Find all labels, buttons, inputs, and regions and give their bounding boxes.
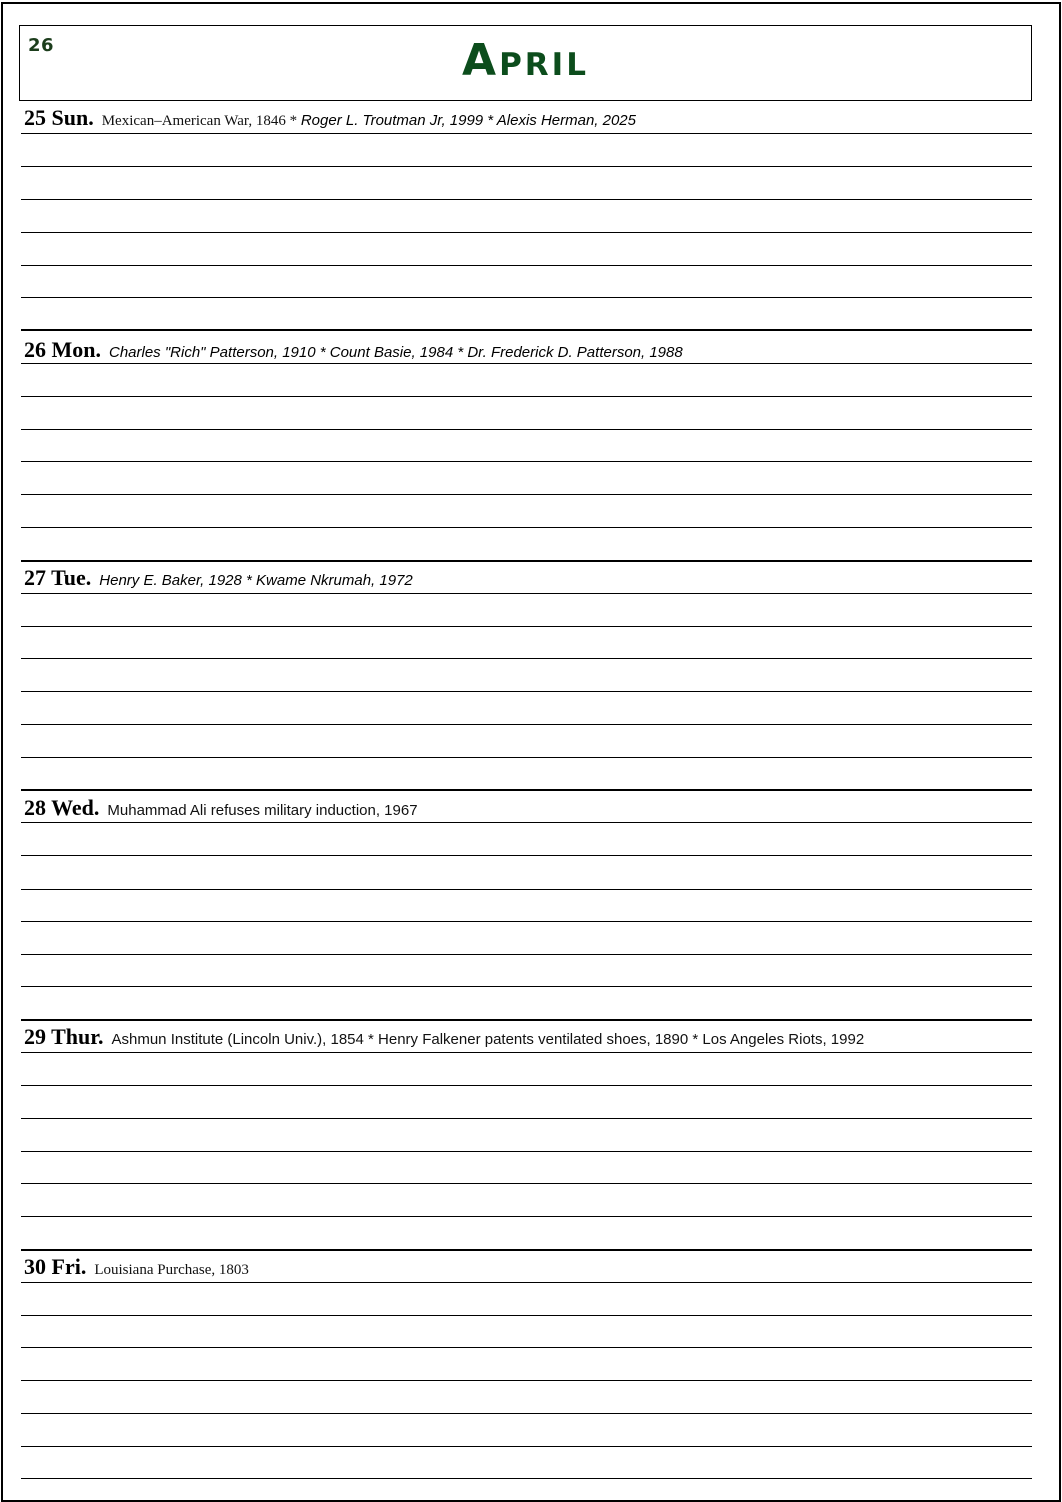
day-section-27 <box>21 562 1032 790</box>
day-events-italic: Roger L. Troutman Jr, 1999 * Alexis Herman, 2025 <box>300 112 636 129</box>
writing-line[interactable] <box>21 461 1032 462</box>
day-events: Louisiana Purchase, 1803 <box>94 1262 249 1278</box>
day-section-25 <box>21 100 1032 330</box>
writing-line[interactable] <box>21 1085 1032 1086</box>
writing-line[interactable] <box>21 1151 1032 1152</box>
writing-line[interactable] <box>21 527 1032 528</box>
day-events: Mexican–American War, 1846 * <box>101 113 301 129</box>
writing-line[interactable] <box>21 1347 1032 1348</box>
day-label: 26 Mon. <box>24 337 101 362</box>
writing-line[interactable] <box>21 1052 1032 1053</box>
writing-line[interactable] <box>21 1478 1032 1479</box>
writing-line[interactable] <box>21 593 1032 594</box>
day-label: 27 Tue. <box>24 565 92 590</box>
writing-line[interactable] <box>21 297 1032 298</box>
writing-line[interactable] <box>21 986 1032 987</box>
writing-line[interactable] <box>21 1216 1032 1217</box>
writing-line[interactable] <box>21 232 1032 233</box>
day-header <box>24 795 418 823</box>
day-header <box>24 105 636 131</box>
day-label: 29 Thur. <box>24 1024 104 1049</box>
writing-line[interactable] <box>21 658 1032 659</box>
writing-line[interactable] <box>21 1413 1032 1414</box>
writing-line[interactable] <box>21 757 1032 758</box>
writing-line[interactable] <box>21 724 1032 725</box>
day-header <box>24 1024 864 1052</box>
day-header <box>24 1254 249 1282</box>
writing-line[interactable] <box>21 921 1032 922</box>
day-events-italic: Henry E. Baker, 1928 * Kwame Nkrumah, 1972 <box>99 572 413 589</box>
day-divider <box>21 789 1032 791</box>
writing-line[interactable] <box>21 1380 1032 1381</box>
day-label: 28 Wed. <box>24 795 100 820</box>
day-section-30 <box>21 1251 1032 1481</box>
writing-line[interactable] <box>21 855 1032 856</box>
writing-line[interactable] <box>21 494 1032 495</box>
writing-line[interactable] <box>21 889 1032 890</box>
day-label: 25 Sun. <box>24 105 94 130</box>
day-label: 30 Fri. <box>24 1254 87 1279</box>
writing-line[interactable] <box>21 265 1032 266</box>
day-header <box>24 337 683 363</box>
writing-line[interactable] <box>21 1183 1032 1184</box>
writing-line[interactable] <box>21 1118 1032 1119</box>
writing-line[interactable] <box>21 133 1032 134</box>
day-section-26 <box>21 332 1032 560</box>
day-section-28 <box>21 792 1032 1020</box>
page-header <box>19 25 1032 101</box>
writing-line[interactable] <box>21 822 1032 823</box>
writing-line[interactable] <box>21 199 1032 200</box>
writing-line[interactable] <box>21 1315 1032 1316</box>
writing-line[interactable] <box>21 954 1032 955</box>
writing-line[interactable] <box>21 166 1032 167</box>
month-title: April <box>462 35 589 86</box>
writing-line[interactable] <box>21 1282 1032 1283</box>
writing-line[interactable] <box>21 626 1032 627</box>
writing-line[interactable] <box>21 1446 1032 1447</box>
writing-line[interactable] <box>21 429 1032 430</box>
writing-line[interactable] <box>21 363 1032 364</box>
day-events: Muhammad Ali refuses military induction, 1967 <box>107 802 418 819</box>
day-events-italic: Charles "Rich" Patterson, 1910 * Count Basie, 1984 * Dr. Frederick D. Patterson, 1988 <box>109 344 683 361</box>
writing-line[interactable] <box>21 396 1032 397</box>
day-section-29 <box>21 1021 1032 1249</box>
writing-line[interactable] <box>21 691 1032 692</box>
day-divider <box>21 329 1032 331</box>
day-header <box>24 565 413 593</box>
day-events: Ashmun Institute (Lincoln Univ.), 1854 * Henry Falkener patents ventilated shoes, 1890 * Los Angeles Riots, 1992 <box>111 1031 865 1048</box>
page-number: 26 <box>28 35 55 56</box>
